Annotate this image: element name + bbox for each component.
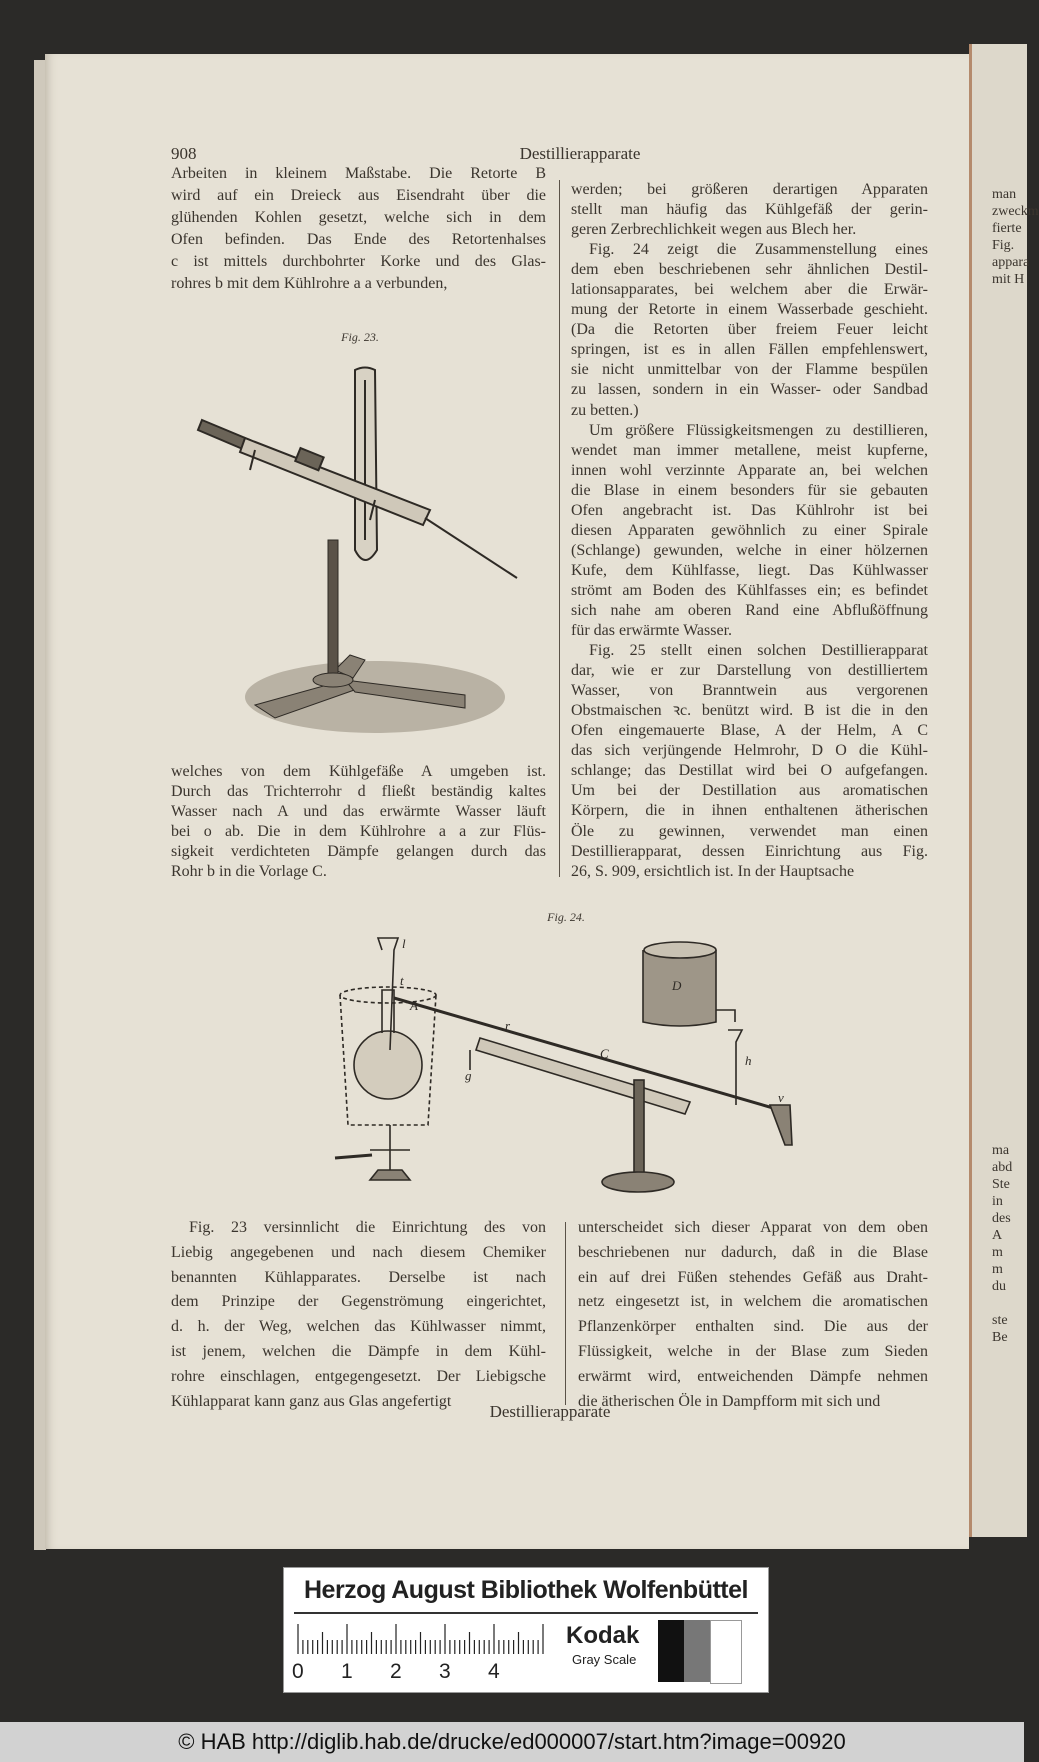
text-line: Kühlapparat kann ganz aus Glas angefertigt: [171, 1392, 452, 1410]
running-head: Destillierapparate: [519, 144, 641, 163]
next-page-fragment: ma: [992, 1143, 1010, 1158]
text-line: wird auf ein Dreieck aus Eisendraht über die: [171, 187, 546, 204]
library-name: Herzog August Bibliothek Wolfenbüttel: [304, 1576, 748, 1604]
text-line: geren Zerbrechlichkeit wegen aus Blech her.: [571, 221, 857, 239]
text-line: mung der Retorte in einem Wasserbade geschieht.: [571, 301, 928, 319]
text-line: das sich verjüngende Helmrohr, D O die Kühl-: [571, 742, 928, 760]
next-page-fragment: in: [992, 1194, 1003, 1209]
label-r: r: [505, 1018, 511, 1033]
text-line: dem eben beschriebenen sehr ähnlichen Destil-: [571, 261, 928, 279]
text-line: ein auf drei Füßen stehendes Gefäß aus Draht-: [578, 1268, 928, 1286]
text-line: rohre einschlagen, entgegengesetzt. Der Liebigsche: [171, 1367, 546, 1385]
kodak-logo: Kodak: [566, 1622, 640, 1649]
funnel-h-icon: [728, 1030, 742, 1105]
text-line: welches von dem Kühlgefäße A umgeben ist.: [171, 763, 546, 780]
next-page-sliver: [969, 44, 1039, 1537]
next-page-fragment: appara: [992, 255, 1030, 270]
text-line: Ofen angebracht ist. Das Kühlrohr ist bei: [571, 501, 928, 519]
text-line: sigkeit verdichteten Dämpfe gelangen durch das: [171, 843, 546, 860]
text-line: glühenden Kohlen gesetzt, welche sich in dem: [171, 209, 546, 226]
next-page-fragment: man: [992, 187, 1017, 202]
text-line: stellt man häufig das Kühlgefäß der gerin-: [571, 201, 928, 219]
label-l: l: [402, 936, 406, 951]
ruler-number: 1: [341, 1660, 353, 1683]
text-line: sie nicht unmittelbar von der Flamme bespülen: [571, 361, 928, 379]
text-line: Pflanzenkörper enthalten sind. Die aus der: [578, 1318, 928, 1336]
text-line: c ist mittels durchbohrter Korke und des Glas-: [171, 253, 546, 270]
column-divider-bottom: [565, 1222, 566, 1405]
gray-patch-white: [710, 1620, 742, 1684]
text-line: Um größere Flüssigkeitsmengen zu destillieren,: [589, 421, 928, 439]
text-line: die Blase in einem besonders für sie gebauten: [571, 481, 928, 499]
text-line: bei o ab. Die in dem Kühlrohre a a zur Flüs-: [171, 823, 546, 840]
ruler-number: 2: [390, 1660, 402, 1683]
next-page-fragment: zweckm: [992, 204, 1039, 219]
text-line: Fig. 24 zeigt die Zusammenstellung eines: [589, 241, 928, 259]
label-d: D: [672, 978, 682, 993]
next-page-fragment: Fig.: [992, 238, 1015, 253]
text-line: Destillierapparat, dessen Einrichtung aus Fig.: [571, 842, 928, 860]
figure-23-caption: Fig. 23.: [341, 330, 379, 344]
text-line: (Schlange) gewunden, welche in einer hölzernen: [571, 541, 928, 559]
next-page-fragment: abd: [992, 1160, 1013, 1175]
text-line: Arbeiten in kleinem Maßstabe. Die Retorte B: [171, 165, 546, 182]
u-tube-icon: [355, 368, 377, 561]
stand-icon: [634, 1080, 644, 1180]
footer-running-title: Destillierapparate: [489, 1402, 611, 1421]
text-line: d. h. der Weg, welchen das Kühlwasser nimmt,: [171, 1318, 546, 1336]
text-line: ist jenem, welchen die Dämpfe in dem Kühl-: [171, 1342, 546, 1360]
text-line: Wasser nach A und das erwärmte Wasser läuft: [171, 803, 546, 820]
text-line: zu betten.): [571, 401, 639, 419]
left-column-middle-text: [171, 762, 546, 882]
text-line: dar, wie er zur Darstellung von destilliertem: [571, 662, 928, 680]
column-divider: [559, 180, 560, 877]
text-line: dem Prinzipe der Gegenströmung eingerichtet,: [171, 1293, 546, 1311]
right-column-text: [571, 180, 928, 882]
gray-scale-label: Gray Scale: [572, 1652, 637, 1667]
page-number: 908: [171, 144, 197, 163]
text-line: Liebig angegebenen und nach diesem Chemiker: [171, 1243, 546, 1261]
card-divider: [294, 1612, 758, 1614]
text-line: Öle zu gewinnen, verwendet man einen: [571, 822, 928, 840]
next-page-fragment: ste: [992, 1313, 1008, 1328]
text-line: Ofen befinden. Das Ende des Retortenhalses: [171, 231, 546, 248]
label-v: v: [778, 1090, 784, 1105]
text-line: Rohr b in die Vorlage C.: [171, 863, 327, 880]
text-line: die ätherischen Öle in Dampfform mit sich und: [578, 1392, 881, 1410]
text-line: netz eingesetzt ist, in welchem die aromatischen: [578, 1293, 928, 1311]
next-page-fragment: A: [992, 1228, 1003, 1243]
text-line: Flüssigkeit, welche in der Blase zum Sieden: [578, 1342, 928, 1360]
text-line: unterscheidet sich dieser Apparat von dem oben: [578, 1219, 928, 1236]
footer-credit: © HAB http://diglib.hab.de/drucke/ed000007/start.htm?image=00920: [0, 1722, 1024, 1762]
text-line: strömt am Boden des Kühlfasses ein; es befindet: [571, 581, 928, 599]
text-line: Wasser, von Branntwein aus vergorenen: [571, 682, 928, 700]
label-t: t: [400, 973, 404, 988]
gray-patch-mid: [684, 1620, 710, 1682]
label-a: A: [410, 998, 418, 1013]
text-line: Um bei der Destillation aus aromatischen: [571, 782, 928, 800]
figure-24-distillation-apparatus: [330, 930, 800, 1200]
text-line: beschriebenen nur dadurch, daß in die Blase: [578, 1243, 928, 1261]
text-line: Obstmaischen ꝛc. benützt wird. B ist die in den: [571, 702, 928, 720]
ruler-scale-icon: [294, 1620, 549, 1654]
text-line: Körpern, die in ihnen enthaltenen ätherischen: [571, 802, 928, 820]
bottom-right-text: [578, 1216, 928, 1414]
text-line: innen wohl verzinnte Apparate an, bei welchen: [571, 461, 928, 479]
figure-24-caption: Fig. 24.: [547, 910, 585, 924]
text-line: benannten Kühlapparates. Derselbe ist nach: [171, 1268, 546, 1286]
text-line: werden; bei größeren derartigen Apparaten: [571, 181, 928, 198]
next-page-fragment: des: [992, 1211, 1011, 1226]
next-page-fragment: m: [992, 1262, 1003, 1277]
ruler-number: 0: [292, 1660, 304, 1683]
text-line: schlange; das Destillat wird bei O aufgefangen.: [571, 762, 928, 780]
text-line: (Da die Retorten über freiem Feuer leicht: [571, 321, 928, 339]
label-h: h: [745, 1053, 752, 1068]
next-page-fragment: Ste: [992, 1177, 1010, 1192]
color-calibration-card: [284, 1568, 768, 1692]
text-line: diesen Apparaten gewöhnlich zu einer Spirale: [571, 521, 928, 539]
left-column-top-text: [171, 163, 546, 295]
text-line: zu lassen, sondern in ein Wasser- oder Sandbad: [571, 381, 928, 399]
text-line: springen, ist es in allen Fällen empfehlenswert,: [571, 341, 928, 359]
text-line: lationsapparates, bei welchem aber die Erwär-: [571, 281, 928, 299]
label-c: C: [600, 1046, 609, 1061]
figure-23-liebig-condenser: [195, 360, 525, 740]
text-line: 26, S. 909, ersichtlich ist. In der Hauptsache: [571, 862, 855, 880]
text-line: Fig. 23 versinnlicht die Einrichtung des von: [189, 1219, 546, 1236]
next-page-fragment: Be: [992, 1330, 1008, 1345]
next-page-fragment: m: [992, 1245, 1003, 1260]
text-line: rohres b mit dem Kühlrohre a a verbunden,: [171, 275, 448, 292]
ruler-number: 3: [439, 1660, 451, 1683]
text-line: für das erwärmte Wasser.: [571, 622, 733, 640]
text-line: erwärmt wird, entweichenden Dämpfe nehmen: [578, 1367, 928, 1385]
text-line: Kufe, dem Kühlfasse, liegt. Das Kühlwasser: [571, 561, 928, 579]
text-line: wendet man immer metallene, meist kupferne,: [571, 441, 928, 459]
bottom-left-text: [171, 1216, 546, 1414]
burner-icon: [370, 1125, 410, 1180]
delivery-tube: [394, 998, 780, 1110]
text-line: Ofen eingemauerte Blase, A der Helm, A C: [571, 722, 928, 740]
text-line: sich nahe am oberen Rand eine Abflußöffnung: [571, 601, 928, 619]
flask-icon: [354, 1031, 422, 1099]
next-page-fragment: mit H: [992, 272, 1025, 287]
gray-patch-black: [658, 1620, 684, 1682]
next-page-fragment: fierte: [992, 221, 1022, 236]
text-line: Durch das Trichterrohr d fließt beständig kaltes: [171, 783, 546, 800]
next-page-fragment: du: [992, 1279, 1006, 1294]
label-g: g: [465, 1068, 472, 1083]
ruler-number: 4: [488, 1660, 500, 1683]
text-line: Fig. 25 stellt einen solchen Destillierapparat: [589, 642, 928, 660]
